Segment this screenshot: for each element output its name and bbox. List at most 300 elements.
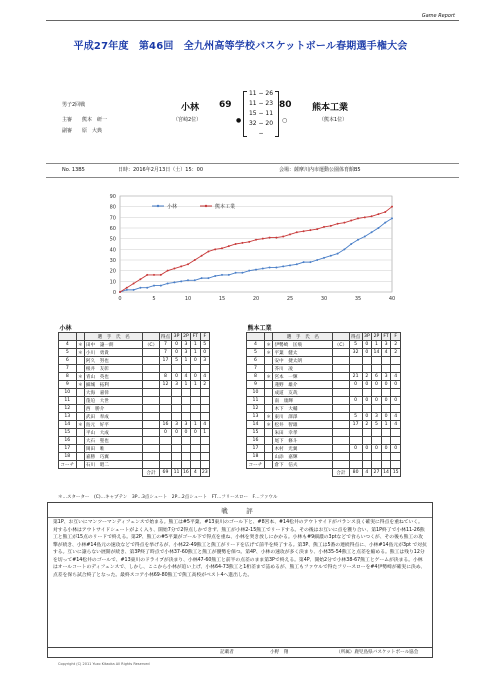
free-throws: 3 bbox=[381, 373, 391, 381]
fouls bbox=[200, 453, 209, 461]
two-pointers: 14 bbox=[373, 350, 380, 355]
fouls: 2 bbox=[391, 349, 401, 357]
two-pointers bbox=[181, 397, 190, 405]
three-pointers bbox=[362, 429, 372, 437]
captain-mark bbox=[143, 389, 159, 397]
free-throws: 1 bbox=[191, 381, 200, 389]
starter-mark bbox=[264, 405, 273, 413]
quarter-scores bbox=[246, 89, 276, 139]
three-pointers bbox=[362, 389, 372, 397]
total-value: 15 bbox=[392, 470, 399, 475]
free-throws bbox=[191, 413, 200, 421]
total-label: 合計 bbox=[143, 469, 159, 477]
player-number: 12 bbox=[59, 405, 77, 413]
box-score-team-a bbox=[58, 323, 210, 477]
player-name: 細城 拓利 bbox=[84, 381, 143, 389]
three-pointers bbox=[172, 389, 181, 397]
data-point bbox=[303, 261, 305, 263]
player-name: 根井 友彰 bbox=[84, 365, 143, 373]
box-header-cell: F bbox=[391, 333, 401, 341]
data-point bbox=[201, 255, 203, 257]
box-team-name: 熊本工業 bbox=[247, 325, 272, 332]
player-row bbox=[247, 389, 401, 397]
player-row bbox=[247, 445, 401, 453]
player-row bbox=[247, 397, 401, 405]
points bbox=[159, 437, 172, 445]
captain-mark bbox=[333, 389, 349, 397]
total-value: 69 bbox=[159, 469, 172, 477]
player-name: 平山 大成 bbox=[84, 429, 143, 437]
three-pointers bbox=[172, 413, 181, 421]
player-number: 6 bbox=[247, 357, 265, 365]
two-pointers bbox=[181, 413, 190, 421]
fouls bbox=[200, 437, 209, 445]
three-pointers: 0 bbox=[362, 397, 372, 405]
game-venue: 会場：薩摩川内市運動公園体育館B5 bbox=[279, 167, 361, 173]
overtime: − bbox=[258, 130, 264, 137]
free-throws: 3 bbox=[381, 341, 391, 349]
three-pointers: 2 bbox=[362, 421, 372, 429]
starter-mark bbox=[76, 357, 84, 365]
fouls bbox=[391, 461, 401, 469]
free-throws bbox=[191, 397, 200, 405]
player-number: 10 bbox=[247, 389, 265, 397]
points bbox=[159, 405, 172, 413]
starter-mark: ＊ bbox=[266, 422, 271, 428]
starter-mark bbox=[264, 445, 273, 453]
free-throws: 1 bbox=[191, 421, 200, 429]
data-point bbox=[214, 275, 216, 277]
free-throws bbox=[191, 365, 200, 373]
data-point bbox=[207, 277, 209, 279]
points bbox=[159, 397, 172, 405]
captain-mark bbox=[333, 437, 349, 445]
starter-mark bbox=[76, 405, 84, 413]
two-pointers: 1 bbox=[372, 341, 382, 349]
y-tick-label: 60 bbox=[109, 226, 116, 232]
two-pointers bbox=[181, 445, 190, 453]
box-header-cell: 得点 bbox=[350, 334, 361, 340]
fouls bbox=[391, 437, 401, 445]
free-throws bbox=[191, 437, 200, 445]
player-row bbox=[247, 349, 401, 357]
player-number: 7 bbox=[247, 365, 265, 373]
three-pointers: 0 bbox=[362, 381, 372, 389]
three-pointers bbox=[172, 437, 181, 445]
data-point bbox=[241, 242, 243, 244]
player-row bbox=[247, 437, 401, 445]
two-pointers bbox=[372, 429, 382, 437]
data-point bbox=[289, 264, 291, 266]
player-row bbox=[247, 357, 401, 365]
quarter-1: 11 − 26 bbox=[248, 90, 274, 97]
three-pointers bbox=[172, 365, 181, 373]
x-tick-label: 20 bbox=[252, 296, 260, 302]
starter-mark bbox=[76, 437, 84, 445]
three-pointers: 0 bbox=[362, 445, 372, 453]
player-number: 16 bbox=[247, 437, 265, 445]
quarter-bracket-right bbox=[275, 91, 279, 137]
three-pointers bbox=[362, 405, 372, 413]
starter-mark bbox=[76, 413, 84, 421]
data-point bbox=[126, 287, 128, 289]
box-header-cell bbox=[59, 333, 77, 341]
data-point bbox=[323, 257, 325, 259]
data-point bbox=[133, 289, 135, 291]
captain-mark bbox=[143, 365, 159, 373]
box-header-cell: 2P bbox=[373, 334, 380, 339]
box-score-team-b bbox=[246, 323, 401, 477]
y-tick-label: 80 bbox=[109, 204, 116, 211]
three-pointers: 0 bbox=[362, 349, 372, 357]
box-header-cell bbox=[76, 333, 84, 341]
quarter-4: 32 − 20 bbox=[248, 120, 274, 127]
player-row bbox=[59, 421, 210, 429]
player-row bbox=[59, 357, 210, 365]
starter-mark bbox=[264, 365, 273, 373]
box-header-row bbox=[247, 333, 401, 341]
player-name: 大海 嘉倖 bbox=[84, 389, 143, 397]
points: 32 bbox=[349, 349, 362, 357]
title-rule bbox=[46, 20, 459, 21]
captain-mark bbox=[143, 397, 159, 405]
points: 0 bbox=[159, 429, 172, 437]
starter-mark bbox=[76, 389, 84, 397]
box-header-cell bbox=[143, 333, 159, 341]
points: 8 bbox=[159, 373, 172, 381]
page-title: 平成27年度 第46回 全九州高等学校バスケットボール春期選手権大会 bbox=[73, 41, 408, 52]
data-point bbox=[275, 266, 277, 268]
box-header-cell bbox=[333, 333, 349, 341]
player-number: 17 bbox=[247, 445, 265, 453]
data-point bbox=[139, 287, 141, 289]
player-name: 島元 好平 bbox=[84, 421, 143, 429]
three-pointers: 3 bbox=[172, 421, 181, 429]
data-point bbox=[221, 274, 223, 276]
legend-marker bbox=[157, 205, 159, 207]
fouls bbox=[391, 405, 401, 413]
three-pointers bbox=[362, 365, 372, 373]
free-throws: 0 bbox=[191, 373, 200, 381]
data-point bbox=[303, 230, 305, 232]
captain-mark bbox=[333, 357, 349, 365]
data-point bbox=[207, 250, 209, 252]
y-tick-label: 90 bbox=[109, 194, 116, 200]
box-header-cell: 3P bbox=[173, 334, 180, 339]
data-point bbox=[343, 222, 345, 224]
data-point bbox=[275, 237, 277, 239]
fouls: 4 bbox=[200, 421, 209, 429]
player-name: 倉下 信夫 bbox=[273, 461, 333, 469]
data-point bbox=[350, 243, 352, 245]
free-throws bbox=[191, 453, 200, 461]
fouls: 3 bbox=[200, 357, 209, 365]
points bbox=[159, 461, 172, 469]
data-point bbox=[119, 291, 121, 293]
free-throws bbox=[381, 365, 391, 373]
game-date: 日時：2016年2月13日（土）15：00 bbox=[118, 167, 203, 173]
fouls: 0 bbox=[200, 349, 209, 357]
player-number: 13 bbox=[59, 413, 77, 421]
team-a-name: 小林 bbox=[181, 103, 200, 113]
review-title: 戦 評 bbox=[221, 507, 259, 515]
player-number: コーチ bbox=[247, 461, 265, 469]
player-name: 朱田 幸孝 bbox=[273, 429, 333, 437]
points bbox=[159, 413, 172, 421]
starter-mark bbox=[264, 461, 273, 469]
free-throws bbox=[191, 389, 200, 397]
x-tick-label: 15 bbox=[218, 296, 226, 302]
player-number: 10 bbox=[59, 389, 77, 397]
points bbox=[159, 453, 172, 461]
three-pointers bbox=[362, 461, 372, 469]
fouls bbox=[391, 453, 401, 461]
captain-mark bbox=[143, 437, 159, 445]
y-tick-label: 10 bbox=[109, 279, 116, 286]
points bbox=[159, 445, 172, 453]
free-throws: 0 bbox=[381, 397, 391, 405]
player-row bbox=[247, 373, 401, 381]
fouls bbox=[391, 357, 401, 365]
data-point bbox=[201, 277, 203, 279]
player-number: 14 bbox=[59, 421, 77, 429]
fouls: 1 bbox=[200, 429, 209, 437]
player-number: 4 bbox=[59, 341, 77, 349]
player-row bbox=[247, 421, 401, 429]
starter-mark bbox=[76, 461, 84, 469]
free-throws: 4 bbox=[381, 349, 391, 357]
data-point bbox=[167, 282, 169, 284]
fouls bbox=[391, 389, 401, 397]
data-point bbox=[133, 282, 135, 284]
total-value: 23 bbox=[201, 470, 208, 475]
data-point bbox=[391, 206, 393, 208]
data-point bbox=[153, 274, 155, 276]
fouls: 4 bbox=[391, 413, 401, 421]
box-header-cell bbox=[247, 333, 265, 341]
box-header-cell: F bbox=[200, 333, 209, 341]
data-point bbox=[241, 272, 243, 274]
starter-mark bbox=[76, 453, 84, 461]
total-value: 16 bbox=[183, 470, 189, 475]
total-value: 4 bbox=[362, 469, 372, 477]
player-row bbox=[59, 397, 210, 405]
player-name: 成道 友哉 bbox=[273, 389, 333, 397]
free-throws: 0 bbox=[381, 445, 391, 453]
data-point bbox=[126, 289, 128, 291]
three-pointers: 0 bbox=[172, 341, 181, 349]
free-throws: 0 bbox=[381, 413, 391, 421]
fouls bbox=[200, 389, 209, 397]
player-number: 11 bbox=[247, 397, 265, 405]
points bbox=[349, 389, 362, 397]
two-pointers: 3 bbox=[181, 341, 190, 349]
data-point bbox=[309, 261, 311, 263]
data-point bbox=[214, 248, 216, 250]
points: 5 bbox=[349, 341, 362, 349]
legend-note: ＊…スターター (C)…キャプテン 3P…3点シュート 2P…2点シュート FT…フリースロー F…ファウル bbox=[58, 495, 278, 500]
data-point bbox=[180, 265, 182, 267]
player-row bbox=[59, 405, 210, 413]
three-pointers bbox=[362, 357, 372, 365]
free-throws bbox=[381, 429, 391, 437]
data-point bbox=[269, 266, 271, 268]
two-pointers: 6 bbox=[372, 373, 382, 381]
signature-row bbox=[47, 647, 433, 658]
box-header-cell: 3P bbox=[364, 334, 370, 339]
points bbox=[349, 429, 362, 437]
data-point bbox=[337, 253, 339, 255]
player-row bbox=[59, 381, 210, 389]
two-pointers: 3 bbox=[181, 421, 190, 429]
box-header-cell: 選 手 氏 名 bbox=[273, 333, 333, 341]
fouls: 2 bbox=[391, 341, 401, 349]
total-value: 80 bbox=[349, 469, 362, 477]
two-pointers bbox=[372, 389, 382, 397]
three-pointers: 0 bbox=[172, 373, 181, 381]
data-point bbox=[173, 281, 175, 283]
starter-mark: ＊ bbox=[266, 350, 271, 356]
total-value: 11 bbox=[173, 470, 180, 475]
captain-mark bbox=[143, 413, 159, 421]
free-throws bbox=[381, 357, 391, 365]
two-pointers: 0 bbox=[372, 397, 382, 405]
points: 21 bbox=[349, 373, 362, 381]
captain-mark bbox=[333, 461, 349, 469]
player-name: 尾下 修斗 bbox=[273, 437, 333, 445]
player-number: 4 bbox=[247, 341, 265, 349]
data-point bbox=[343, 248, 345, 250]
data-point bbox=[371, 215, 373, 217]
fouls: 2 bbox=[200, 381, 209, 389]
data-point bbox=[262, 268, 264, 270]
box-team-name: 小林 bbox=[59, 325, 72, 332]
data-point bbox=[323, 226, 325, 228]
x-tick-label: 5 bbox=[152, 296, 156, 302]
referee1-name: 熊本 研一 bbox=[82, 117, 108, 123]
quarter-3: 15 − 11 bbox=[248, 110, 274, 117]
starter-mark: ＊ bbox=[77, 422, 83, 428]
points bbox=[349, 365, 362, 373]
two-pointers: 5 bbox=[372, 421, 382, 429]
team-b-record: （熊本1位） bbox=[319, 117, 348, 123]
fouls: 0 bbox=[391, 397, 401, 405]
two-pointers: 3 bbox=[181, 349, 190, 357]
points: 16 bbox=[159, 421, 172, 429]
captain-mark bbox=[143, 357, 159, 365]
player-row bbox=[59, 341, 210, 349]
referee1-label: 主審 bbox=[62, 117, 73, 123]
two-pointers bbox=[181, 461, 190, 469]
box-header-cell bbox=[264, 333, 273, 341]
review-box bbox=[47, 502, 433, 648]
copyright: Copyright (C) 2011 Yuzo Kitaoka All Rights Reserved bbox=[58, 662, 150, 666]
data-point bbox=[187, 263, 189, 265]
two-pointers bbox=[372, 357, 382, 365]
data-point bbox=[316, 228, 318, 230]
data-point bbox=[248, 241, 250, 243]
player-name: 青山 英也 bbox=[84, 373, 143, 381]
y-tick-label: 20 bbox=[109, 268, 116, 275]
data-point bbox=[309, 229, 311, 231]
referee2-label: 副審 bbox=[62, 128, 73, 134]
data-point bbox=[160, 285, 162, 287]
data-point bbox=[316, 259, 318, 261]
data-point bbox=[228, 274, 230, 276]
data-point bbox=[282, 236, 284, 238]
player-number: 15 bbox=[59, 429, 77, 437]
quarter-2: 11 − 23 bbox=[248, 100, 274, 107]
captain-mark bbox=[143, 349, 159, 357]
player-number: 7 bbox=[59, 365, 77, 373]
player-row bbox=[247, 405, 401, 413]
data-point bbox=[371, 231, 373, 233]
data-point bbox=[255, 269, 257, 271]
three-pointers bbox=[362, 453, 372, 461]
player-number: 17 bbox=[59, 445, 77, 453]
player-name: 大石 聖也 bbox=[84, 437, 143, 445]
data-point bbox=[357, 217, 359, 219]
data-point bbox=[330, 255, 332, 257]
three-pointers: 0 bbox=[362, 341, 372, 349]
review-text: 第1P、お互いにマンツーマンディフェンスで始まる。熊工は#5平葉、#13東川のゴール下と、#8宮本、#14松井のアウトサイドがバランス良く確実に得点を重ねていく。対する小林はアウトサイドシュートがよく入り、開始7分で2得点しかできず、熊工が小林2-15熊工でリードする。その後はお互いに点を獲り合い、第1P終了で小林11-26熊工と熊工が15点のリードで終える。第2P、熊工の#5平葉がゴール下で得点を重ね、小林を突き放しにかかる。小林も#9細濃の3ptなどで食らいつくが、その後も熊工の攻撃が続き、小林#14島元の速攻などで得点を挙げるが、小林22-49熊工と熊工がリードを広げて前半を終了する。第3P、熊工は5番の連続得点に、小林#14島元が3pt で対抗する。互いに譲らない展開が続き、第3P終了時点で小林37-60熊工と熊工が優勢を保つ。第4P、小林の速攻が多く決まり、小林35-54熊工と点差を縮める。熊工は残り12分を切って#14松井のゴールで、#13東川のドライブが決まり、小林47-60熊工と前半の点差のまま第3Pで終える。第4P、開始2分で小林38-67熊工とゲームが決まる。小林はオールコートのディフェンスで、しかし、ここから小林が追い上げ、小林64-73熊工と1桁差まで詰めるが、熊工もファウルで得たフリースローを#4伊勢崎が確実に決め、点差を保ち試合終了となった。最終スコア小林69-80熊工で熊工高校がベスト4へ進出した。 bbox=[53, 520, 427, 578]
game-number: No. 13B5 bbox=[62, 167, 85, 173]
free-throws bbox=[381, 437, 391, 445]
data-point bbox=[187, 279, 189, 281]
player-row bbox=[59, 349, 210, 357]
x-tick-label: 40 bbox=[388, 296, 396, 302]
data-point bbox=[357, 239, 359, 241]
captain-mark bbox=[143, 405, 159, 413]
starter-mark bbox=[264, 397, 273, 405]
data-point bbox=[377, 213, 379, 215]
captain-mark bbox=[143, 373, 159, 381]
recorder-label: 記載者 bbox=[220, 650, 234, 655]
free-throws bbox=[191, 405, 200, 413]
fouls bbox=[200, 405, 209, 413]
team-a-score: 69 bbox=[219, 100, 232, 110]
y-tick-label: 50 bbox=[109, 236, 116, 243]
points: 0 bbox=[349, 397, 362, 405]
player-number: 18 bbox=[247, 453, 265, 461]
two-pointers bbox=[181, 437, 190, 445]
player-name: 宮本 一輝 bbox=[273, 373, 333, 381]
player-name: 山添 嘉輝 bbox=[273, 453, 333, 461]
total-row bbox=[247, 469, 401, 477]
captain-mark bbox=[333, 445, 349, 453]
free-throws bbox=[191, 445, 200, 453]
captain-mark bbox=[333, 365, 349, 373]
player-number: 13 bbox=[247, 413, 265, 421]
player-name: 西 勝介 bbox=[84, 405, 143, 413]
player-number: 15 bbox=[247, 429, 265, 437]
data-point bbox=[146, 274, 148, 276]
data-point bbox=[364, 216, 366, 218]
player-name: 小川 勇貴 bbox=[84, 349, 143, 357]
points bbox=[349, 405, 362, 413]
total-row bbox=[59, 469, 210, 477]
player-name: 東川 澤澤 bbox=[273, 413, 333, 421]
starter-mark: ＊ bbox=[77, 382, 83, 388]
captain-mark bbox=[143, 445, 159, 453]
y-tick-label: 30 bbox=[109, 258, 116, 264]
player-row bbox=[59, 373, 210, 381]
points bbox=[349, 437, 362, 445]
team-a-record: （宮崎2位） bbox=[173, 117, 202, 123]
starter-mark bbox=[264, 437, 273, 445]
fouls bbox=[200, 461, 209, 469]
starter-mark: ＊ bbox=[266, 374, 271, 380]
